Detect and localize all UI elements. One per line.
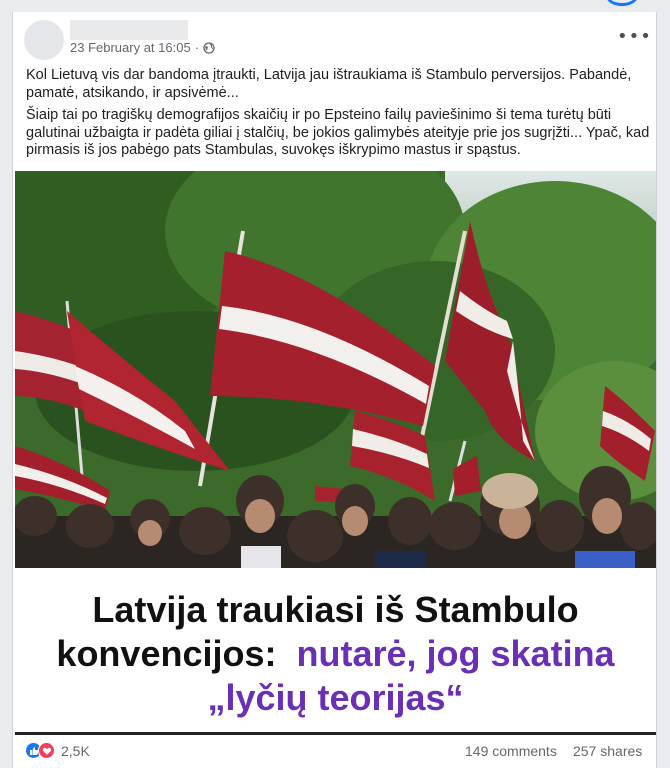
comments-count-link[interactable]: 149 comments — [465, 743, 557, 759]
post-text-paragraph-1: Kol Lietuvą vis dar bandoma įtraukti, Latvija jau ištraukiama iš Stambulo perversijos. Pabandė, pamatė, atsikando, ir apsivėmė... — [26, 67, 632, 101]
headline-line-2-black: konvencijos: — [56, 633, 277, 674]
reactions-summary[interactable] — [25, 742, 90, 759]
post-card — [12, 12, 657, 768]
headline-banner[interactable] — [15, 568, 656, 734]
post-text — [26, 67, 651, 160]
reaction-count: 2,5K — [61, 742, 90, 759]
love-icon — [38, 742, 55, 759]
post-text-paragraph-2: Šiaip tai po tragiškų demografijos skaičių ir po Epsteino failų paviešinimo ši tema turėtų būti galutinai užbaigta ir padėta giliai į stalčių, be jokios galimybės ateityje prie jos sugrįžti... Ypač, kad pirmasis iš jos pabėgo pats Stambulas, suvokęs iškrypimo mastus ir spąstus. — [26, 107, 650, 158]
shares-count-link[interactable]: 257 shares — [573, 743, 643, 759]
post-photo[interactable] — [15, 171, 656, 568]
more-options-button[interactable]: ••• — [617, 26, 652, 47]
post-footer — [13, 738, 658, 768]
meta-separator: · — [194, 40, 200, 55]
globe-icon — [203, 42, 215, 54]
headline-line-1: Latvija traukiasi iš Stambulo — [92, 589, 579, 630]
post-timestamp[interactable]: 23 February at 16:05 — [70, 40, 191, 55]
headline-line-3: „lyčių teorijas“ — [207, 677, 464, 718]
banner-divider — [15, 732, 656, 735]
post-meta — [70, 40, 215, 55]
headline-line-2-purple: nutarė, jog skatina — [296, 633, 615, 674]
flags-crowd-image — [15, 171, 656, 568]
headline-line-2 — [15, 632, 656, 676]
avatar[interactable] — [24, 20, 64, 60]
top-strip — [0, 0, 670, 12]
author-name-placeholder[interactable] — [70, 20, 188, 40]
